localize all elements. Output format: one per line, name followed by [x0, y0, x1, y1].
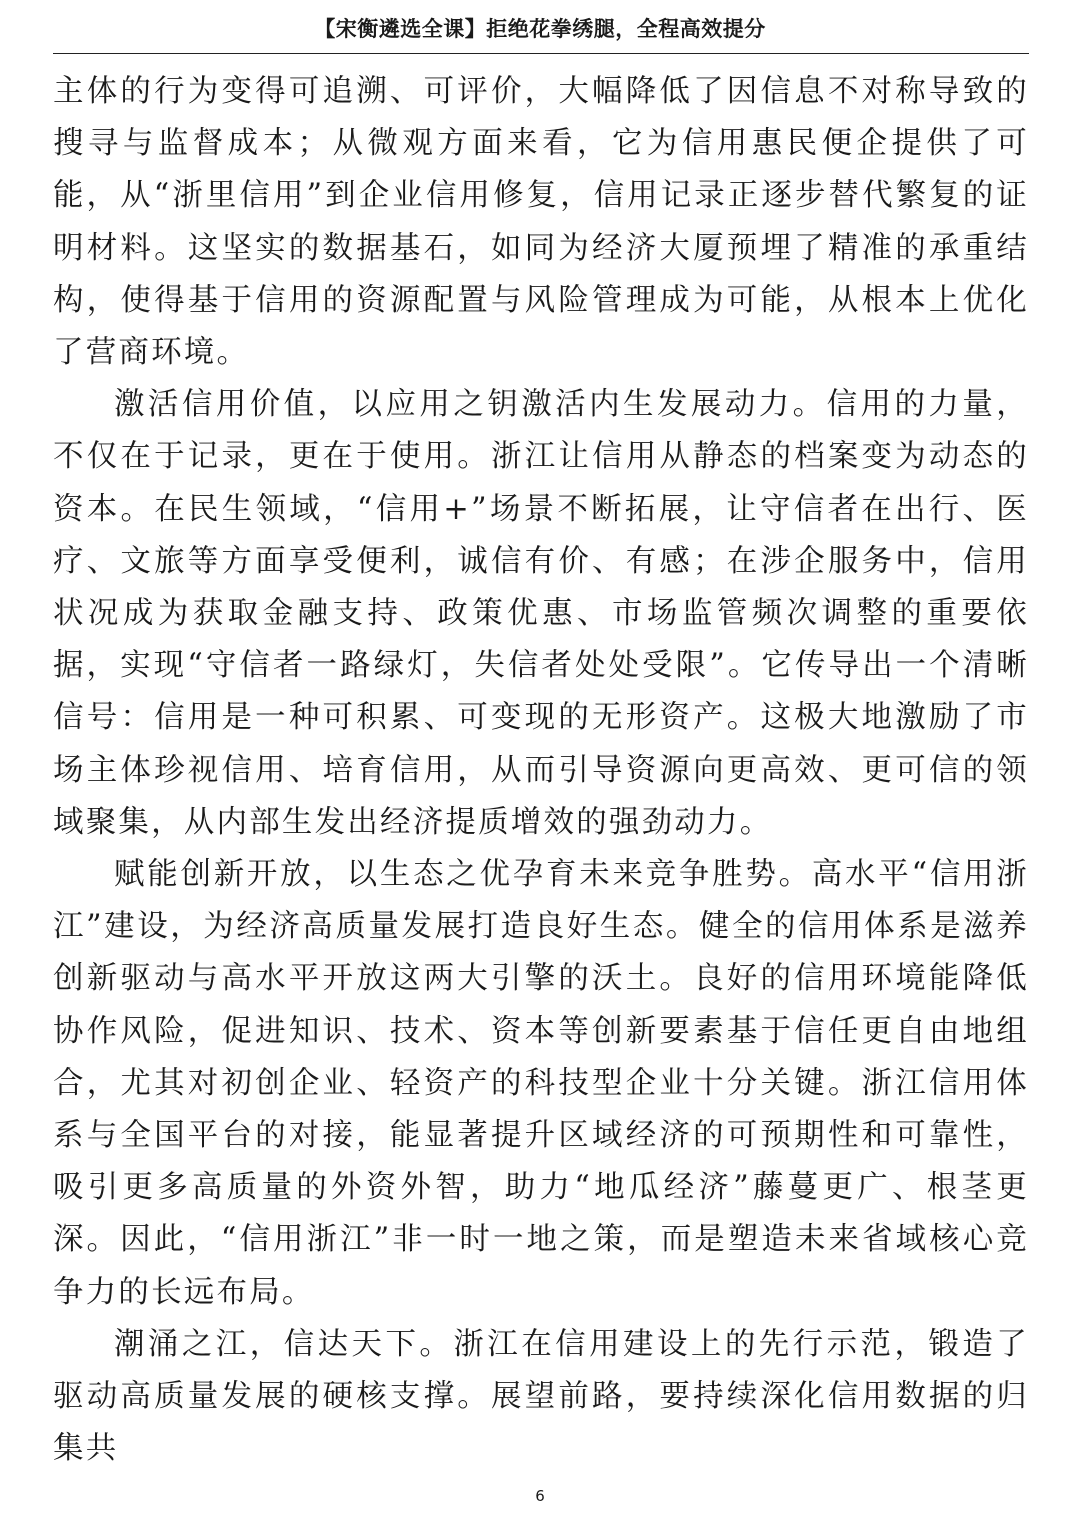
- document-body: [53, 66, 1029, 1476]
- paragraph-continued: 主体的行为变得可追溯、可评价，大幅降低了因信息不对称导致的搜寻与监督成本；从微观方面来看，它为信用惠民便企提供了可能，从“浙里信用”到企业信用修复，信用记录正逐步替代繁复的证明材料。这坚实的数据基石，如同为经济大厦预埋了精准的承重结构，使得基于信用的资源配置与风险管理成为可能，从根本上优化了营商环境。: [53, 74, 1029, 371]
- page-number: 6: [535, 1487, 545, 1505]
- paragraph-empower-innovation: 赋能创新开放，以生态之优孕育未来竞争胜势。高水平“信用浙江”建设，为经济高质量发展打造良好生态。健全的信用体系是滋养创新驱动与高水平开放这两大引擎的沃土。良好的信用环境能降低协作风险，促进知识、技术、资本等创新要素基于信任更自由地组合，尤其对初创企业、轻资产的科技型企业十分关键。浙江信用体系与全国平台的对接，能显著提升区域经济的可预期性和可靠性，吸引更多高质量的外资外智，助力“地瓜经济”藤蔓更广、根茎更深。因此，“信用浙江”非一时一地之策，而是塑造未来省域核心竞争力的长远布局。: [53, 857, 1029, 1310]
- paragraph-conclusion: 潮涌之江，信达天下。浙江在信用建设上的先行示范，锻造了驱动高质量发展的硬核支撑。展望前路，要持续深化信用数据的归集共: [53, 1326, 1029, 1467]
- header-divider: [53, 53, 1029, 54]
- page-header: 【宋衡遴选全课】拒绝花拳绣腿，全程高效提分: [314, 17, 766, 41]
- paragraph-activate-credit-value: 激活信用价值，以应用之钥激活内生发展动力。信用的力量，不仅在于记录，更在于使用。浙江让信用从静态的档案变为动态的资本。在民生领域，“信用+”场景不断拓展，让守信者在出行、医疗、文旅等方面享受便利，诚信有价、有感；在涉企服务中，信用状况成为获取金融支持、政策优惠、市场监管频次调整的重要依据，实现“守信者一路绿灯，失信者处处受限”。它传导出一个清晰信号：信用是一种可积累、可变现的无形资产。这极大地激励了市场主体珍视信用、培育信用，从而引导资源向更高效、更可信的领域聚集，从内部生发出经济提质增效的强劲动力。: [53, 387, 1029, 840]
